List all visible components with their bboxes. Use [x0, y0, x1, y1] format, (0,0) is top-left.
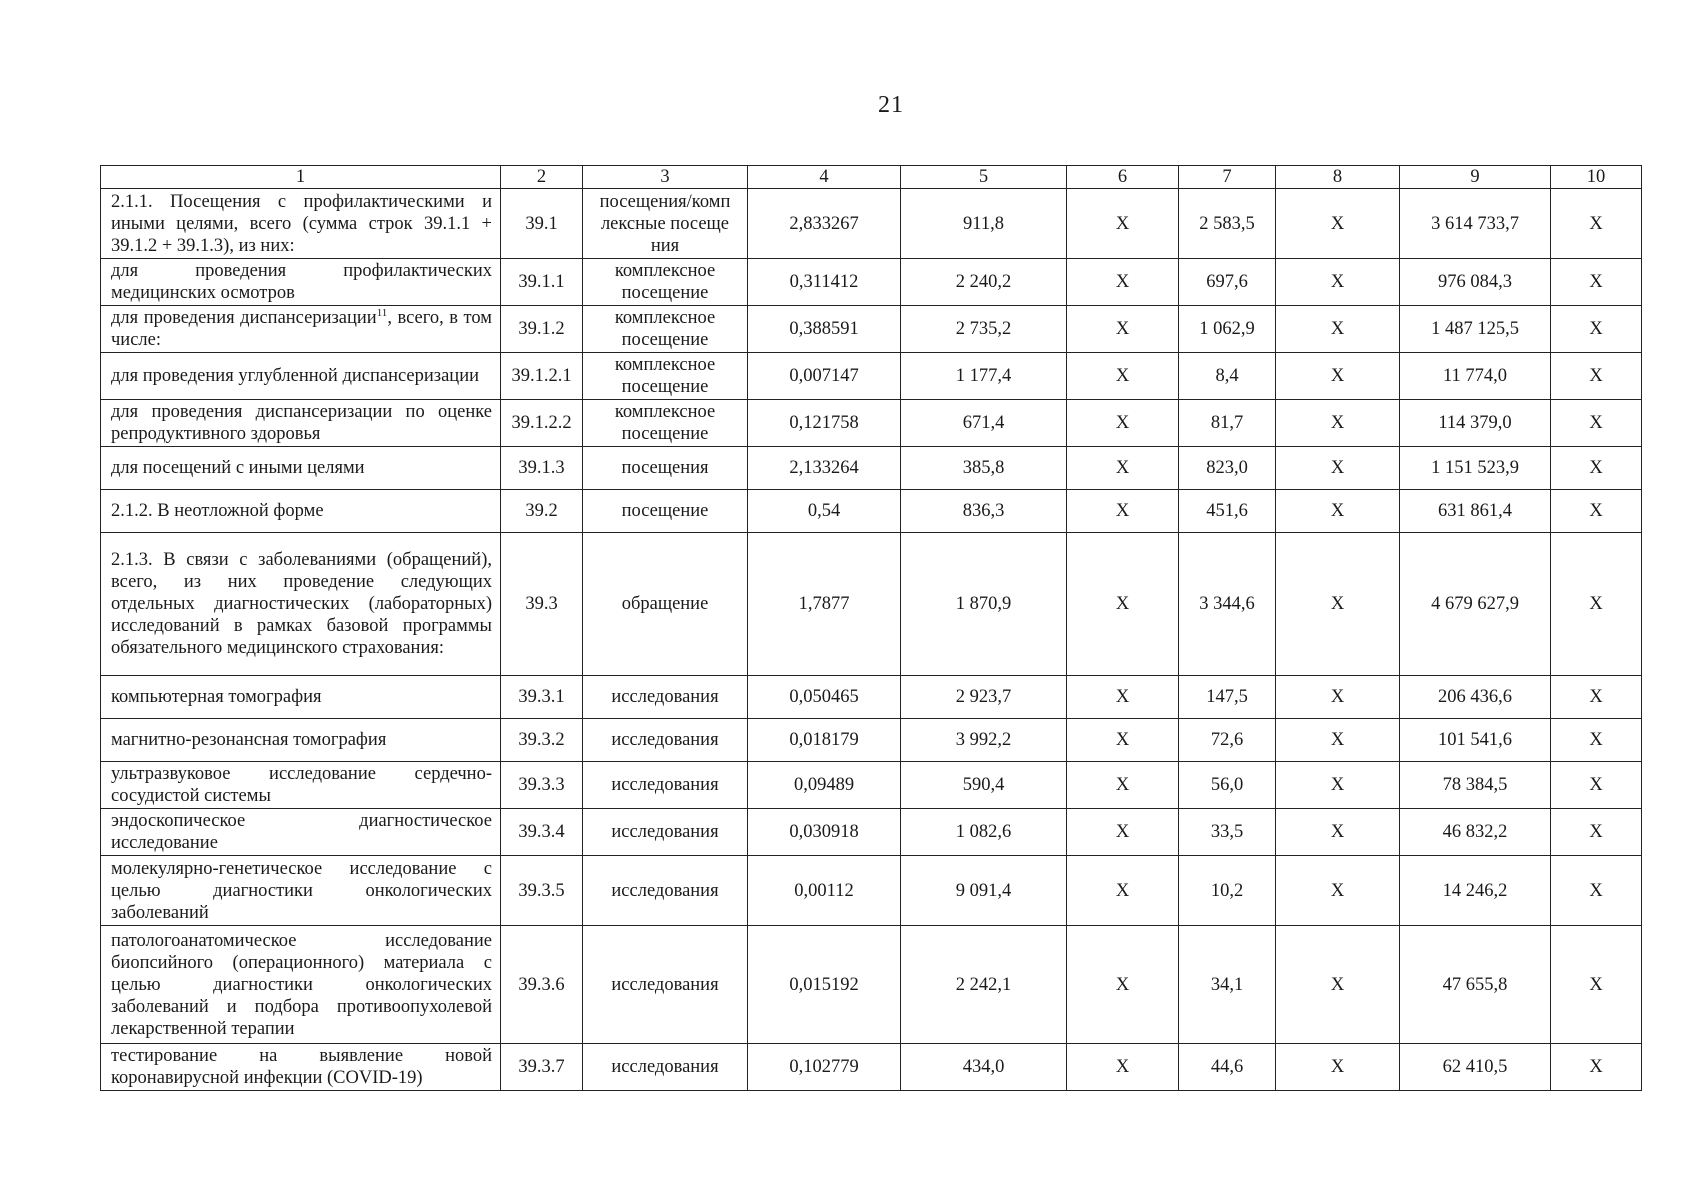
column-number-row [101, 166, 1642, 189]
row-value: 47 655,8 [1400, 926, 1551, 1044]
column-number: 9 [1400, 166, 1551, 189]
row-code: 39.1.2.2 [501, 400, 583, 447]
row-name [101, 306, 501, 353]
column-number: 3 [583, 166, 748, 189]
row-value: X [1551, 926, 1642, 1044]
row-value: X [1067, 676, 1179, 719]
row-value: X [1551, 447, 1642, 490]
row-value: X [1551, 189, 1642, 259]
row-value: X [1276, 189, 1400, 259]
row-value: 3 344,6 [1179, 533, 1276, 676]
row-value: X [1551, 762, 1642, 809]
row-name: для проведения профилактических медицинских осмотров [101, 259, 501, 306]
row-code: 39.3.6 [501, 926, 583, 1044]
table-row [101, 353, 1642, 400]
column-number: 1 [101, 166, 501, 189]
row-unit: посещения/комплексные посещения [583, 189, 748, 259]
row-code: 39.3.4 [501, 809, 583, 856]
row-value: 0,102779 [748, 1044, 901, 1091]
row-value: 2 583,5 [1179, 189, 1276, 259]
row-value: 11 774,0 [1400, 353, 1551, 400]
row-value: 147,5 [1179, 676, 1276, 719]
row-code: 39.3 [501, 533, 583, 676]
row-code: 39.1.2.1 [501, 353, 583, 400]
row-value: 9 091,4 [901, 856, 1067, 926]
row-value: 0,015192 [748, 926, 901, 1044]
row-code: 39.1.1 [501, 259, 583, 306]
row-value: 697,6 [1179, 259, 1276, 306]
row-unit: исследования [583, 676, 748, 719]
row-unit: комплексное посещение [583, 353, 748, 400]
row-value: 631 861,4 [1400, 490, 1551, 533]
row-code: 39.3.3 [501, 762, 583, 809]
row-value: X [1551, 856, 1642, 926]
row-value: X [1067, 447, 1179, 490]
row-name: для проведения диспансеризации по оценке репродуктивного здоровья [101, 400, 501, 447]
row-value: 0,050465 [748, 676, 901, 719]
row-value: 114 379,0 [1400, 400, 1551, 447]
table-row [101, 676, 1642, 719]
row-code: 39.3.2 [501, 719, 583, 762]
row-unit: исследования [583, 1044, 748, 1091]
row-name: для проведения углубленной диспансеризации [101, 353, 501, 400]
row-value: 2 240,2 [901, 259, 1067, 306]
row-value: 2 735,2 [901, 306, 1067, 353]
table-row [101, 189, 1642, 259]
row-unit: комплексное посещение [583, 400, 748, 447]
row-value: X [1276, 533, 1400, 676]
row-value: 3 614 733,7 [1400, 189, 1551, 259]
row-value: X [1276, 306, 1400, 353]
row-value: 56,0 [1179, 762, 1276, 809]
row-value: X [1276, 856, 1400, 926]
row-value: 2 242,1 [901, 926, 1067, 1044]
row-value: 206 436,6 [1400, 676, 1551, 719]
row-value: X [1276, 676, 1400, 719]
row-value: 0,311412 [748, 259, 901, 306]
row-value: 1 151 523,9 [1400, 447, 1551, 490]
row-name: 2.1.3. В связи с заболеваниями (обращений), всего, из них проведение следующих отдельных диагностических (лабораторных) исследований в рамках базовой программы обязательного медицинского страхования: [101, 533, 501, 676]
row-value: X [1276, 809, 1400, 856]
row-value: 0,121758 [748, 400, 901, 447]
row-value: 0,007147 [748, 353, 901, 400]
page-number: 21 [878, 92, 904, 118]
row-value: 101 541,6 [1400, 719, 1551, 762]
row-value: 14 246,2 [1400, 856, 1551, 926]
row-value: 671,4 [901, 400, 1067, 447]
row-value: 434,0 [901, 1044, 1067, 1091]
row-name: патологоанатомическое исследование биопсийного (операционного) материала с целью диагностики онкологических заболеваний и подбора противоопухолевой лекарственной терапии [101, 926, 501, 1044]
row-name: 2.1.1. Посещения с профилактическими и иными целями, всего (сумма строк 39.1.1 + 39.1.2 + 39.1.3), из них: [101, 189, 501, 259]
row-value: X [1551, 809, 1642, 856]
row-value: 8,4 [1179, 353, 1276, 400]
table-row [101, 490, 1642, 533]
row-name: компьютерная томография [101, 676, 501, 719]
column-number: 8 [1276, 166, 1400, 189]
column-number: 10 [1551, 166, 1642, 189]
row-value: 1,7877 [748, 533, 901, 676]
row-code: 39.1.2 [501, 306, 583, 353]
row-value: 1 177,4 [901, 353, 1067, 400]
row-value: X [1067, 259, 1179, 306]
data-table [100, 165, 1642, 1091]
row-name: молекулярно-генетическое исследование с целью диагностики онкологических заболеваний [101, 856, 501, 926]
row-unit: исследования [583, 809, 748, 856]
row-value: 62 410,5 [1400, 1044, 1551, 1091]
row-value: X [1551, 400, 1642, 447]
row-value: X [1551, 676, 1642, 719]
row-value: X [1067, 856, 1179, 926]
row-value: 976 084,3 [1400, 259, 1551, 306]
column-number: 7 [1179, 166, 1276, 189]
row-name: магнитно-резонансная томография [101, 719, 501, 762]
row-code: 39.3.1 [501, 676, 583, 719]
row-value: X [1551, 533, 1642, 676]
row-value: 2 923,7 [901, 676, 1067, 719]
row-code: 39.2 [501, 490, 583, 533]
row-value: 1 062,9 [1179, 306, 1276, 353]
row-value: 1 870,9 [901, 533, 1067, 676]
footnote-mark: 11 [376, 306, 388, 319]
row-value: X [1067, 926, 1179, 1044]
table-row [101, 533, 1642, 676]
table-row [101, 719, 1642, 762]
table-row [101, 809, 1642, 856]
row-unit: исследования [583, 762, 748, 809]
row-value: X [1067, 762, 1179, 809]
row-value: X [1067, 490, 1179, 533]
column-number: 4 [748, 166, 901, 189]
row-value: 78 384,5 [1400, 762, 1551, 809]
row-code: 39.1.3 [501, 447, 583, 490]
row-value: 81,7 [1179, 400, 1276, 447]
row-value: 34,1 [1179, 926, 1276, 1044]
row-value: X [1067, 189, 1179, 259]
row-value: X [1067, 353, 1179, 400]
row-value: X [1276, 447, 1400, 490]
table-row [101, 1044, 1642, 1091]
row-value: 836,3 [901, 490, 1067, 533]
row-value: 0,09489 [748, 762, 901, 809]
row-unit: обращение [583, 533, 748, 676]
row-value: X [1551, 306, 1642, 353]
row-value: X [1276, 353, 1400, 400]
row-name-tail: , всего, в том числе: [111, 308, 492, 350]
row-name-text: для проведения диспансеризации [111, 308, 377, 328]
row-value: 2,133264 [748, 447, 901, 490]
row-value: X [1276, 490, 1400, 533]
row-code: 39.3.7 [501, 1044, 583, 1091]
column-number: 2 [501, 166, 583, 189]
row-unit: комплексное посещение [583, 259, 748, 306]
row-value: X [1276, 1044, 1400, 1091]
row-name: для посещений с иными целями [101, 447, 501, 490]
row-value: X [1067, 809, 1179, 856]
row-value: X [1276, 926, 1400, 1044]
row-value: 0,018179 [748, 719, 901, 762]
row-value: 0,00112 [748, 856, 901, 926]
table-row [101, 762, 1642, 809]
row-unit: комплексное посещение [583, 306, 748, 353]
row-unit: исследования [583, 856, 748, 926]
row-unit: исследования [583, 719, 748, 762]
row-value: 3 992,2 [901, 719, 1067, 762]
row-value: X [1276, 762, 1400, 809]
table-row [101, 259, 1642, 306]
row-name: ультразвуковое исследование сердечно-сосудистой системы [101, 762, 501, 809]
row-value: X [1276, 400, 1400, 447]
row-value: X [1276, 719, 1400, 762]
row-code: 39.1 [501, 189, 583, 259]
row-code: 39.3.5 [501, 856, 583, 926]
row-name: эндоскопическое диагностическое исследование [101, 809, 501, 856]
table-row [101, 856, 1642, 926]
table-row [101, 306, 1642, 353]
row-name: тестирование на выявление новой коронавирусной инфекции (COVID-19) [101, 1044, 501, 1091]
row-unit: посещение [583, 490, 748, 533]
row-value: X [1551, 490, 1642, 533]
row-value: 0,030918 [748, 809, 901, 856]
table-row [101, 400, 1642, 447]
row-unit: исследования [583, 926, 748, 1044]
row-value: 44,6 [1179, 1044, 1276, 1091]
row-value: 1 082,6 [901, 809, 1067, 856]
row-value: 72,6 [1179, 719, 1276, 762]
row-value: X [1067, 719, 1179, 762]
row-value: 385,8 [901, 447, 1067, 490]
row-value: 46 832,2 [1400, 809, 1551, 856]
row-value: 10,2 [1179, 856, 1276, 926]
row-value: X [1551, 719, 1642, 762]
row-value: 911,8 [901, 189, 1067, 259]
table-row [101, 926, 1642, 1044]
row-value: 451,6 [1179, 490, 1276, 533]
row-value: X [1067, 306, 1179, 353]
column-number: 6 [1067, 166, 1179, 189]
table-row [101, 447, 1642, 490]
row-value: X [1276, 259, 1400, 306]
row-unit: посещения [583, 447, 748, 490]
row-value: 33,5 [1179, 809, 1276, 856]
row-value: X [1067, 533, 1179, 676]
row-value: X [1551, 353, 1642, 400]
column-number: 5 [901, 166, 1067, 189]
row-value: 1 487 125,5 [1400, 306, 1551, 353]
row-value: X [1551, 259, 1642, 306]
row-value: X [1551, 1044, 1642, 1091]
row-name: 2.1.2. В неотложной форме [101, 490, 501, 533]
row-value: 590,4 [901, 762, 1067, 809]
row-value: 823,0 [1179, 447, 1276, 490]
row-value: X [1067, 400, 1179, 447]
row-value: 0,54 [748, 490, 901, 533]
row-value: 2,833267 [748, 189, 901, 259]
row-value: X [1067, 1044, 1179, 1091]
row-value: 0,388591 [748, 306, 901, 353]
row-value: 4 679 627,9 [1400, 533, 1551, 676]
